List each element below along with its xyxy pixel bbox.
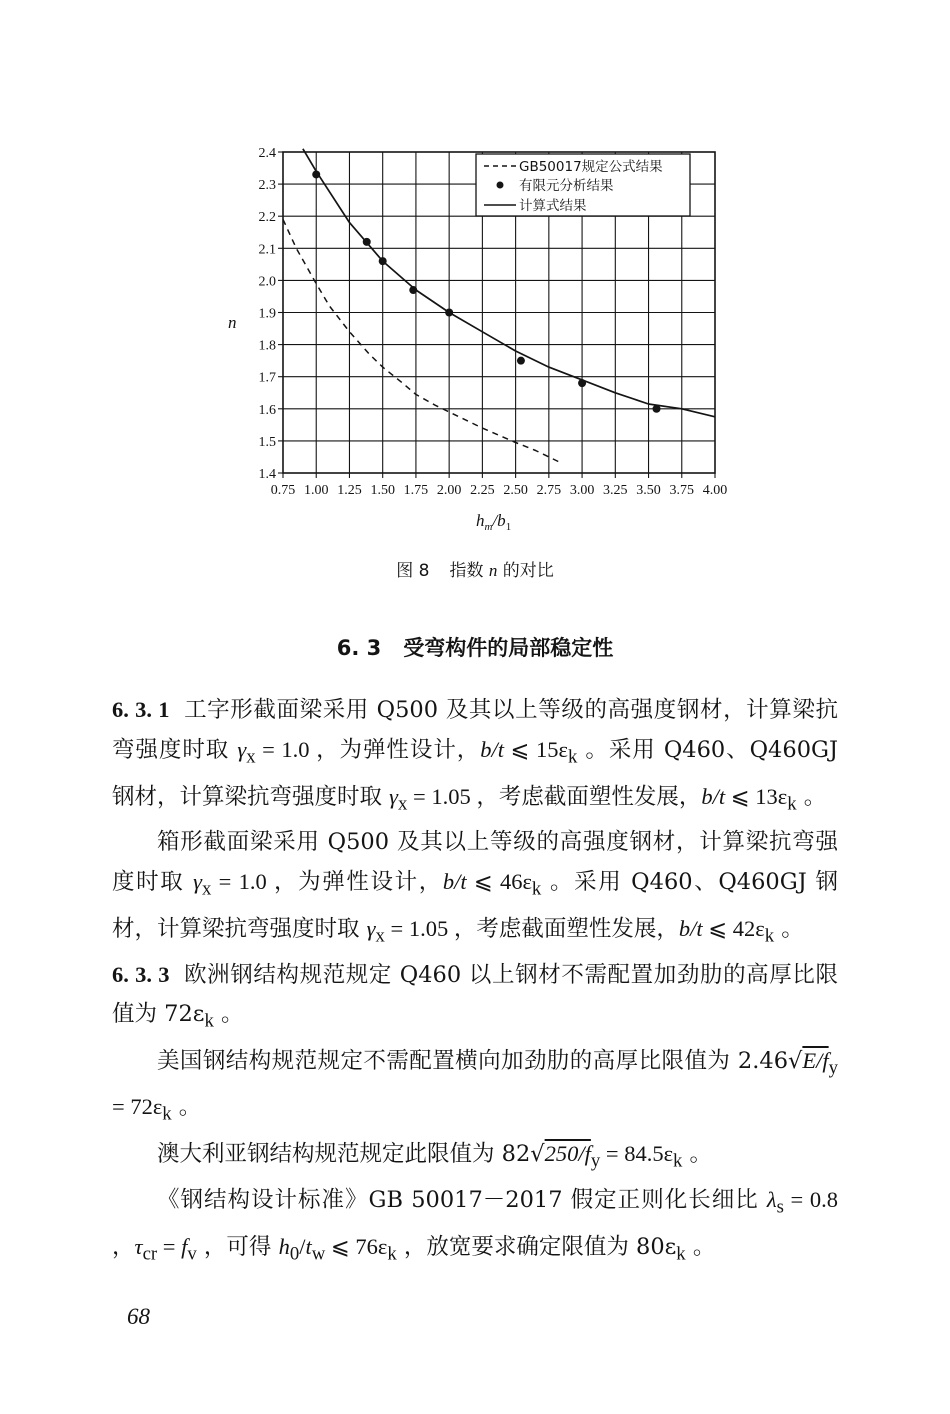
y-tick-label: 1.4: [258, 467, 276, 482]
x-tick-label: 1.75: [403, 483, 429, 498]
page-number: 68: [127, 1304, 150, 1329]
fem-point: [578, 379, 586, 387]
paragraph-6-3-1: 6. 3. 1 工字形截面梁采用 Q500 及其以上等级的高强度钢材，计算梁抗弯强度时取 $\gamma_x = 1.0$ ，为弹性设计，b/t ⩽ $15\varepsilon_k$ 。采用 Q460、Q460GJ 钢材，计算梁抗弯强度时取 $\gamma_x = 1.05$ ，考虑截面塑性发展，b/t ⩽ $13\varepsilon_k$ 。: [112, 697, 839, 814]
legend-entry-gb50017: GB50017规定公式结果: [519, 159, 663, 175]
series-gb50017-line: [283, 219, 562, 463]
y-tick-label: 2.4: [258, 146, 276, 161]
fem-point: [312, 170, 320, 178]
x-tick-label: 3.25: [603, 483, 628, 498]
x-tick-label: 2.50: [503, 483, 528, 498]
legend: [476, 154, 690, 216]
x-tick-label: 0.75: [270, 483, 296, 498]
chart: [0, 0, 950, 560]
paragraph-us-code: 美国钢结构规范规定不需配置横向加劲肋的高厚比限值为 $2.46√E/f_y = 72\varepsilon_k$ 。: [112, 1047, 838, 1125]
y-tick-label: 1.9: [258, 306, 276, 322]
fem-point: [445, 309, 453, 317]
x-tick-label: 3.00: [569, 483, 595, 498]
fem-point: [409, 286, 417, 294]
x-tick-label: 2.25: [470, 483, 495, 498]
legend-entry-fem: 有限元分析结果: [519, 178, 614, 194]
y-tick-label: 1.7: [258, 370, 276, 386]
y-tick-label: 2.3: [258, 178, 276, 194]
x-tick-label: 1.50: [370, 483, 395, 498]
legend-entry-formula: 计算式结果: [519, 198, 587, 214]
body-text: [112, 690, 838, 1273]
fem-point: [363, 238, 371, 246]
y-tick-label: 1.6: [258, 402, 276, 418]
legend-swatch-dot: [497, 182, 504, 189]
x-tick-label: 1.25: [337, 483, 362, 498]
y-tick-label: 2.1: [258, 242, 276, 258]
figure-caption: 图 8 指数 n 的对比: [396, 561, 554, 581]
x-tick-label: 4.00: [702, 483, 728, 498]
x-axis-label: $h_m/b_1$: [476, 511, 512, 533]
paragraph-gb-standard: 《钢结构设计标准》GB 50017－2017 假定正则化长细比 $\lambda_s = 0.8$ ，$\tau_{cr} = f_v$ ，可得 $h_0/t_w$ ⩽ $76\varepsilon_k$ ，放宽要求确定限值为 $80\varepsilon_k$ 。: [112, 1187, 838, 1264]
paragraph-6-3-3: 6. 3. 3 欧洲钢结构规范规定 Q460 以上钢材不需配置加劲肋的高厚比限值为 $72\varepsilon_k$ 。: [112, 962, 839, 1032]
y-tick-label: 2.2: [258, 210, 276, 226]
y-tick-label: 1.5: [258, 434, 276, 450]
y-tick-label: 2.0: [258, 274, 276, 290]
fem-point: [653, 405, 661, 413]
x-tick-label: 2.00: [436, 483, 462, 498]
x-tick-label: 2.75: [536, 483, 562, 498]
fem-point: [379, 257, 387, 265]
x-tick-label: 3.50: [636, 483, 661, 498]
paragraph-box-section: 箱形截面梁采用 Q500 及其以上等级的高强度钢材，计算梁抗弯强度时取 $\gamma_x = 1.0$ ，为弹性设计，b/t ⩽ $46\varepsilon_k$ 。采用 Q460、Q460GJ 钢材，计算梁抗弯强度时取 $\gamma_x = 1.05$ ，考虑截面塑性发展，b/t ⩽ $42\varepsilon_k$ 。: [112, 829, 838, 946]
paragraph-au-code: 澳大利亚钢结构规范规定此限值为 $82√250/f_y = 84.5\varepsilon_k$ 。: [157, 1140, 713, 1171]
y-tick-label: 1.8: [258, 338, 276, 354]
section-heading: 6. 3 受弯构件的局部稳定性: [336, 636, 614, 660]
x-tick-label: 3.75: [669, 483, 695, 498]
fem-point: [517, 357, 525, 365]
y-axis-label: n: [228, 313, 237, 332]
x-tick-label: 1.00: [303, 483, 329, 498]
